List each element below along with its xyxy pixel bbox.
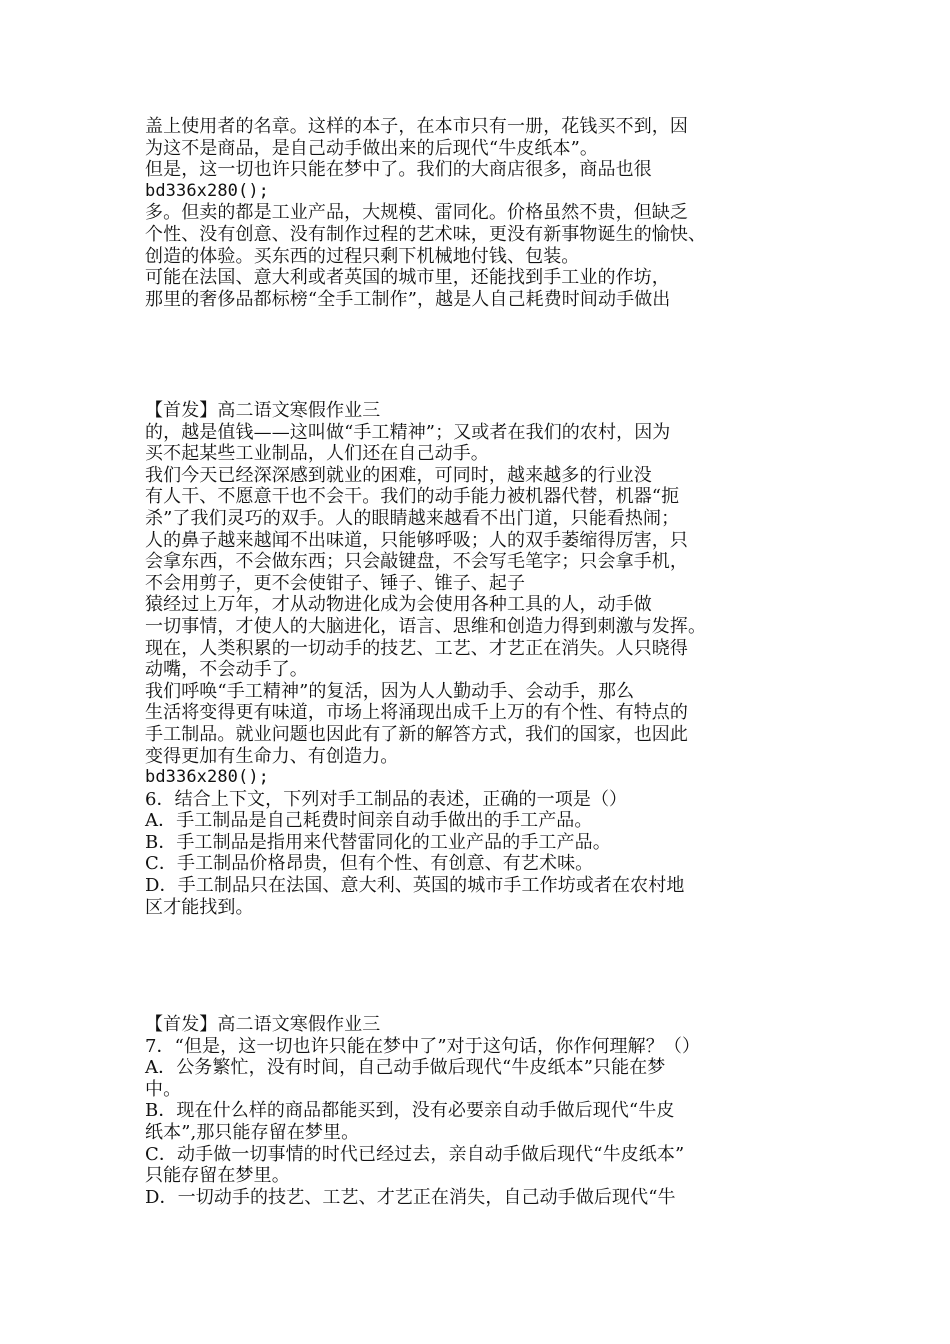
text-line: 现在，人类积累的一切动手的技艺、工艺、才艺正在消失。人只晓得 [145,637,688,659]
passage-section-3 [145,1014,785,1208]
text-line: 个性、没有创意、没有制作过程的艺术味，更没有新事物诞生的愉快、 [145,223,707,245]
question-6-option-d-cont: 区才能找到。 [145,896,254,918]
text-line: 杀”了我们灵巧的双手。人的眼睛越来越看不出门道，只能看热闹； [145,507,680,529]
ad-script-text: bd336x280(); [145,767,270,788]
ad-script-text: bd336x280(); [145,180,270,201]
text-line: 动嘴，不会动手了。 [145,659,308,681]
question-6-option-b: B．手工制品是指用来代替雷同化的工业产品的手工产品。 [145,831,611,853]
text-line: 那里的奢侈品都标榜“全手工制作”，越是人自己耗费时间动手做出 [145,288,671,310]
section-header: 【首发】高二语文寒假作业三 [145,400,381,421]
text-line: 我们今天已经深深感到就业的困难，可同时，越来越多的行业没 [145,464,652,486]
question-7-option-b: B．现在什么样的商品都能买到，没有必要亲自动手做后现代“牛皮 [145,1100,675,1122]
question-6-option-a: A．手工制品是自己耗费时间亲自动手做出的手工产品。 [145,810,593,832]
question-7-option-a-cont: 中。 [145,1078,182,1100]
text-line: 人的鼻子越来越闻不出味道，只能够呼吸；人的双手萎缩得厉害，只 [145,529,688,551]
text-line: 会拿东西，不会做东西；只会敲键盘，不会写毛笔字；只会拿手机， [145,551,688,573]
text-line: 买不起某些工业制品，人们还在自己动手。 [145,443,489,465]
text-line: 手工制品。就业问题也因此有了新的解答方式，我们的国家，也因此 [145,723,688,745]
text-line: 可能在法国、意大利或者英国的城市里，还能找到手工业的作坊， [145,267,670,289]
question-7-option-a: A．公务繁忙，没有时间，自己动手做后现代“牛皮纸本”只能在梦 [145,1057,666,1079]
text-line: 一切事情，才使人的大脑进化，语言、思维和创造力得到刺激与发挥。 [145,615,707,637]
question-6-option-d: D．手工制品只在法国、意大利、英国的城市手工作坊或者在农村地 [145,875,685,897]
text-line: 为这不是商品，是自己动手做出来的后现代“牛皮纸本”。 [145,137,599,159]
question-6-stem: 6．结合上下文，下列对手工制品的表述，正确的一项是（） [145,788,628,810]
text-line: 变得更加有生命力、有创造力。 [145,745,399,767]
text-line: 有人干、不愿意干也不会干。我们的动手能力被机器代替，机器“扼 [145,486,680,508]
text-line: 多。但卖的都是工业产品，大规模、雷同化。价格虽然不贵，但缺乏 [145,202,688,224]
question-7-option-d: D．一切动手的技艺、工艺、才艺正在消失，自己动手做后现代“牛 [145,1186,676,1208]
passage-section-2 [145,400,785,918]
text-line: 创造的体验。买东西的过程只剩下机械地付钱、包装。 [145,245,580,267]
section-header: 【首发】高二语文寒假作业三 [145,1014,381,1035]
text-line: 不会用剪子，更不会使钳子、锤子、锥子、起子 [145,572,526,594]
text-line: 猿经过上万年，才从动物进化成为会使用各种工具的人，动手做 [145,594,652,616]
question-6-option-c: C．手工制品价格昂贵，但有个性、有创意、有艺术味。 [145,853,594,875]
question-7-option-b-cont: 纸本”,那只能存留在梦里。 [145,1121,360,1143]
text-line: 我们呼唤“手工精神”的复活，因为人人勤动手、会动手，那么 [145,680,635,702]
question-7-stem: 7．“但是，这一切也许只能在梦中了”对于这句话，你作何理解？（） [145,1035,701,1057]
passage-section-1 [145,116,785,310]
question-7-option-c-cont: 只能存留在梦里。 [145,1165,290,1187]
question-7-option-c: C．动手做一切事情的时代已经过去，亲自动手做后现代“牛皮纸本” [145,1143,685,1165]
text-line: 生活将变得更有味道，市场上将涌现出成千上万的有个性、有特点的 [145,702,688,724]
text-line: 但是，这一切也许只能在梦中了。我们的大商店很多，商品也很 [145,159,652,181]
text-line: 的，越是值钱——这叫做“手工精神”；又或者在我们的农村，因为 [145,421,671,443]
text-line: 盖上使用者的名章。这样的本子，在本市只有一册，花钱买不到，因 [145,116,688,137]
